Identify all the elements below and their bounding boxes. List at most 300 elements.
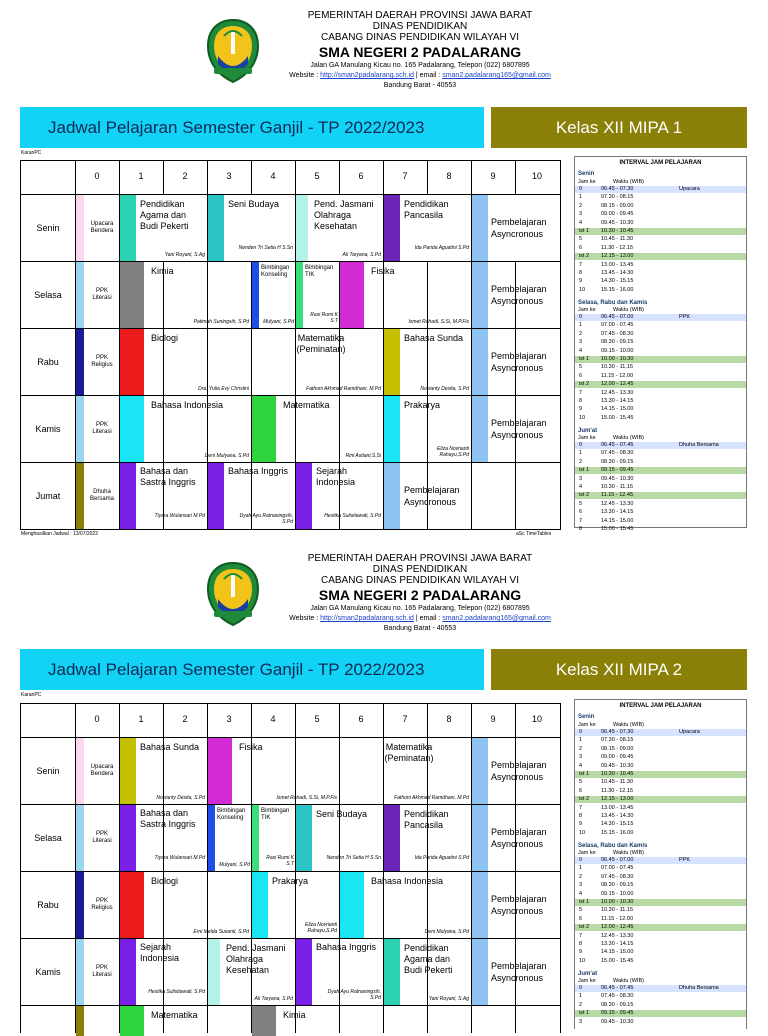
lesson-teacher: Ali Taryana, S.Pd (342, 252, 381, 258)
interval-jam: 0 (579, 314, 583, 320)
lesson-teacher: Erni Melda Susanti, S.Pd (193, 929, 249, 935)
interval-jam: 5 (579, 364, 583, 371)
interval-time: 13.00 - 13.45 (601, 804, 634, 811)
async-block[interactable] (472, 939, 560, 1005)
interval-time: 06.45 - 07.45 (601, 442, 634, 448)
lesson-subject: Bahasa Sunda (404, 333, 464, 343)
interval-jam: ist 1 (579, 899, 590, 905)
interval-time: 12.00 - 12.45 (601, 924, 634, 931)
lesson-subject: Upacara Bendera (90, 221, 114, 234)
interval-row (575, 245, 746, 252)
karanpc-label: KaranPC (21, 150, 42, 156)
col-8: 8 (446, 714, 452, 724)
interval-note: PPK (679, 314, 691, 320)
timetable-grid (20, 160, 561, 530)
lesson-subject: Bahasa Indonesia (371, 876, 444, 886)
interval-row (575, 771, 746, 778)
interval-jam: 5 (579, 907, 583, 914)
interval-time: 10.45 - 11.30 (601, 779, 634, 786)
interval-row (575, 779, 746, 786)
interval-time: 07.45 - 08.30 (601, 993, 634, 1000)
interval-jam: 7 (579, 932, 583, 939)
lesson-block[interactable] (76, 872, 119, 938)
lesson-block[interactable] (384, 939, 471, 1005)
interval-note: Dhuha Bersama (679, 985, 719, 991)
interval-row (575, 253, 746, 260)
lesson-block[interactable] (384, 329, 471, 395)
interval-jam: 9 (579, 949, 583, 956)
interval-time: 07.30 - 08.15 (601, 194, 634, 201)
interval-row (575, 322, 746, 329)
interval-time: 06.45 - 07.00 (601, 857, 634, 863)
lesson-teacher: Rasi Rumi K S.T (310, 312, 338, 324)
interval-jam: 6 (579, 372, 583, 379)
interval-time: 10.30 - 10.45 (601, 228, 634, 234)
col-10: 10 (531, 171, 542, 181)
interval-time: 06.45 - 07.00 (601, 314, 634, 320)
lesson-subject: Bahasa Sunda (140, 742, 200, 752)
col-0: 0 (94, 171, 100, 181)
interval-panel (574, 699, 747, 1029)
lesson-block[interactable] (76, 738, 119, 804)
lesson-block[interactable] (252, 872, 339, 938)
col-5: 5 (314, 714, 320, 724)
interval-time: 09.45 - 10.30 (601, 1018, 634, 1025)
school-address: Jalan GA Manulang Kicau no. 165 Padalarang, Telepon (022) 6807895 (310, 605, 530, 612)
header-line-1: PEMERINTAH DAERAH PROVINSI JAWA BARAT (307, 10, 533, 21)
interval-row (575, 1019, 746, 1026)
website-link[interactable]: http://sman2padalarang.sch.id (320, 72, 414, 79)
lesson-block[interactable] (76, 463, 119, 529)
interval-jam: 8 (579, 398, 583, 404)
interval-row (575, 754, 746, 761)
lesson-block[interactable] (252, 396, 383, 462)
lesson-teacher: Eliza Novrianti Rahayu,S.Pd (305, 922, 337, 934)
interval-row (575, 356, 746, 363)
interval-row (575, 415, 746, 422)
async-block[interactable] (472, 396, 560, 462)
lesson-subject: Upacara Bendera (90, 764, 114, 777)
interval-time: 14.15 - 15.00 (601, 517, 634, 524)
interval-time: 08.30 - 09.15 (601, 882, 634, 889)
lesson-block[interactable] (340, 738, 471, 804)
lesson-subject: Matematika (Peminatan) (384, 742, 434, 763)
interval-time: 13.30 - 14.15 (601, 509, 634, 516)
schedule-title: Jadwal Pelajaran Semester Ganjil - TP 2022/2023 (48, 660, 425, 679)
interval-time: 15.00 - 15.45 (601, 414, 634, 421)
lesson-subject: Seni Budaya (316, 809, 368, 819)
interval-jam: 7 (579, 261, 583, 268)
website-link[interactable]: http://sman2padalarang.sch.id (320, 615, 414, 622)
lesson-subject: Pendidikan Agama dan Budi Pekerti (140, 199, 189, 231)
header-line-3: CABANG DINAS PENDIDIKAN WILAYAH VI (320, 32, 519, 43)
interval-selasa-label: Selasa, Rabu dan Kamis (578, 300, 648, 306)
class-bar (491, 107, 747, 148)
interval-row (575, 796, 746, 803)
interval-row (575, 278, 746, 285)
interval-row (575, 314, 746, 321)
interval-time: 06.45 - 07.45 (601, 985, 634, 991)
lesson-block[interactable] (76, 195, 119, 261)
interval-jam: 1 (579, 865, 583, 872)
interval-jam: 2 (579, 330, 583, 337)
async-block[interactable] (384, 463, 515, 529)
lesson-teacher: Fathoni Akhmad Ramdhani, M.Pd (306, 386, 381, 392)
interval-time: 12.45 - 13.30 (601, 500, 634, 507)
lesson-block[interactable] (252, 1006, 383, 1036)
interval-row (575, 821, 746, 828)
interval-col-waktu: Waktu (WIB) (613, 179, 644, 185)
interval-jam: 4 (579, 347, 583, 354)
interval-jam: 5 (579, 779, 583, 786)
interval-time: 10.30 - 11.15 (601, 484, 634, 490)
lesson-teacher: Ismet Rahadi, S.Si, M.P.Fis (276, 795, 337, 801)
col-0: 0 (94, 714, 100, 724)
lesson-subject: Prakarya (404, 400, 441, 410)
interval-row (575, 459, 746, 466)
async-label: Pembelajaran Asyncronous (491, 351, 547, 373)
interval-time: 09.45 - 10.30 (601, 219, 634, 226)
interval-col-jam: Jam ke (578, 850, 596, 856)
col-7: 7 (402, 714, 408, 724)
interval-jam: ist 2 (579, 796, 590, 803)
lesson-teacher: Yani Royani, S.Ag (164, 252, 205, 258)
lesson-block[interactable] (384, 396, 471, 462)
interval-col-jam: Jam ke (578, 978, 596, 984)
col-1: 1 (138, 714, 144, 724)
interval-row (575, 220, 746, 227)
col-6: 6 (358, 714, 364, 724)
interval-row (575, 364, 746, 371)
lesson-block[interactable] (296, 805, 383, 871)
header-line-2: DINAS PENDIDIKAN (372, 21, 468, 32)
lesson-subject: Biologi (151, 333, 179, 343)
lesson-block[interactable] (120, 195, 207, 261)
interval-time: 12.15 - 13.00 (601, 253, 634, 260)
interval-jam: ist 2 (579, 381, 590, 388)
interval-time: 13.30 - 14.15 (601, 398, 634, 404)
lesson-block[interactable] (76, 939, 119, 1005)
lesson-block[interactable] (120, 262, 251, 328)
interval-time: 15.15 - 16.00 (601, 286, 634, 293)
lesson-subject: Pendidikan Pancasila (404, 809, 449, 830)
interval-jam: 4 (579, 484, 583, 490)
interval-row (575, 476, 746, 483)
lesson-block[interactable] (384, 195, 471, 261)
interval-time: 14.15 - 15.00 (601, 406, 634, 413)
col-10: 10 (531, 714, 542, 724)
interval-time: 09.15 - 10.00 (601, 890, 634, 897)
interval-col-waktu: Waktu (WIB) (613, 435, 644, 441)
interval-col-waktu: Waktu (WIB) (613, 978, 644, 984)
day-kamis: Kamis (35, 424, 61, 434)
lesson-block[interactable] (120, 872, 251, 938)
interval-row (575, 924, 746, 931)
lesson-block[interactable] (208, 195, 295, 261)
interval-jam: 2 (579, 1001, 583, 1008)
interval-jam: ist 2 (579, 924, 590, 931)
interval-time: 12.15 - 13.00 (601, 796, 634, 803)
interval-time: 09.00 - 09.45 (601, 754, 634, 761)
interval-time: 13.00 - 13.45 (601, 261, 634, 268)
async-label: Pembelajaran Asyncronous (491, 418, 547, 440)
interval-row (575, 509, 746, 516)
interval-jam: 3 (579, 211, 583, 218)
async-label: Pembelajaran Asyncronous (491, 217, 547, 239)
interval-note: Upacara (679, 186, 700, 192)
day-selasa: Selasa (34, 833, 62, 843)
lesson-teacher: Patimah Suningsih, S.Pd (193, 319, 249, 325)
interval-time: 10.00 - 10.30 (601, 356, 634, 362)
interval-jam: 2 (579, 458, 583, 465)
interval-jam: 10 (579, 414, 586, 421)
interval-row (575, 287, 746, 294)
lesson-teacher: Ida Parida Aguatini S.Pd (414, 245, 469, 251)
generator-name: aSc TimeTables (516, 531, 552, 537)
interval-jam: 8 (579, 270, 583, 276)
interval-jam: ist 1 (579, 356, 590, 362)
lesson-block[interactable] (76, 262, 119, 328)
async-label: Pembelajaran Asyncronous (404, 485, 460, 507)
interval-jam: 10 (579, 829, 586, 836)
interval-row (575, 941, 746, 948)
header-line-1: PEMERINTAH DAERAH PROVINSI JAWA BARAT (307, 553, 533, 564)
lesson-teacher: Dyah Ayu Ratnaningsih, S.Pd (239, 513, 293, 525)
interval-time: 09.15 - 09.45 (601, 1010, 634, 1017)
lesson-block[interactable] (76, 329, 119, 395)
school-name: SMA NEGERI 2 PADALARANG (318, 587, 522, 603)
interval-jam: 6 (579, 787, 583, 794)
interval-time: 13.45 - 14.30 (601, 270, 634, 276)
lesson-block[interactable] (296, 463, 383, 529)
interval-jam: ist 2 (579, 253, 590, 260)
lesson-teacher: Yani Royani, S.Ag (428, 996, 469, 1002)
interval-time: 07.30 - 08.15 (601, 737, 634, 744)
interval-row (575, 194, 746, 201)
lesson-block[interactable] (208, 939, 295, 1005)
interval-jam: ist 1 (579, 467, 590, 474)
interval-jam: 9 (579, 278, 583, 285)
interval-row (575, 331, 746, 338)
async-block[interactable] (472, 738, 560, 804)
interval-jumat-label: Jum'at (578, 428, 598, 434)
interval-time: 09.15 - 09.45 (601, 467, 634, 474)
lesson-block[interactable] (252, 329, 383, 395)
lesson-block[interactable] (76, 1006, 119, 1036)
interval-time: 09.45 - 10.30 (601, 475, 634, 482)
schedule-title-bar (20, 107, 484, 148)
lesson-block[interactable] (296, 262, 339, 328)
interval-row (575, 763, 746, 770)
interval-jam: 7 (579, 389, 583, 396)
lesson-block[interactable] (208, 463, 295, 529)
async-block[interactable] (472, 329, 560, 395)
interval-row (575, 186, 746, 193)
interval-time: 06.45 - 07.30 (601, 186, 634, 192)
lesson-subject: Matematika (Peminatan) (296, 333, 346, 354)
lesson-teacher: Rasi Rumi K S.T (266, 855, 294, 867)
lesson-block[interactable] (120, 939, 207, 1005)
async-block[interactable] (472, 872, 560, 938)
interval-row (575, 891, 746, 898)
schedule-title: Jadwal Pelajaran Semester Ganjil - TP 2022/2023 (48, 118, 425, 137)
col-2: 2 (182, 171, 188, 181)
interval-time: 14.30 - 15.15 (601, 278, 634, 285)
interval-row (575, 949, 746, 956)
lesson-block[interactable] (120, 463, 207, 529)
lesson-subject: Kimia (151, 266, 174, 276)
interval-row (575, 899, 746, 906)
timetable-grid (20, 703, 561, 1033)
lesson-block[interactable] (120, 329, 251, 395)
lesson-subject: Kimia (283, 1010, 306, 1020)
lesson-teacher: Novianty Desita, S.Pd (420, 386, 469, 392)
lesson-teacher: Dyah Ayu Ratnaningsih, S.Pd (327, 989, 381, 1001)
lesson-block[interactable] (296, 939, 383, 1005)
interval-row (575, 813, 746, 820)
lesson-block[interactable] (76, 805, 119, 871)
interval-row (575, 907, 746, 914)
lesson-subject: PPK Literasi (92, 965, 112, 978)
interval-jam: 6 (579, 509, 583, 516)
interval-col-waktu: Waktu (WIB) (613, 307, 644, 313)
interval-row (575, 882, 746, 889)
header-line-2: DINAS PENDIDIKAN (372, 564, 468, 575)
interval-jam: ist 2 (579, 492, 590, 499)
email-link[interactable]: sman2.padalarang165@gmail.com (442, 615, 551, 622)
async-block[interactable] (472, 262, 560, 328)
interval-row (575, 484, 746, 491)
interval-row (575, 526, 746, 533)
interval-jam: 4 (579, 762, 583, 769)
lesson-subject: Matematika (283, 400, 330, 410)
interval-time: 13.30 - 14.15 (601, 941, 634, 947)
lesson-block[interactable] (120, 396, 251, 462)
email-link[interactable]: sman2.padalarang165@gmail.com (442, 72, 551, 79)
interval-jam: 2 (579, 873, 583, 880)
lesson-subject: Biologi (151, 876, 179, 886)
interval-time: 11.15 - 12.00 (601, 915, 634, 922)
day-kamis: Kamis (35, 967, 61, 977)
lesson-block[interactable] (384, 805, 471, 871)
interval-time: 11.15 - 12.45 (601, 492, 634, 499)
interval-jam: 3 (579, 339, 583, 346)
day-selasa: Selasa (34, 290, 62, 300)
interval-row (575, 203, 746, 210)
interval-jam: 9 (579, 821, 583, 828)
interval-row (575, 933, 746, 940)
interval-row (575, 211, 746, 218)
interval-time: 10.00 - 10.30 (601, 899, 634, 905)
lesson-block[interactable] (252, 805, 295, 871)
lesson-teacher: Hestika Sulistiawati, S.Pd (324, 513, 381, 519)
interval-col-jam: Jam ke (578, 435, 596, 441)
interval-time: 08.30 - 09.15 (601, 458, 634, 465)
interval-jumat-label: Jum'at (578, 971, 598, 977)
lesson-teacher: Deni Mulyana, S.Pd (204, 453, 249, 459)
lesson-block[interactable] (296, 195, 383, 261)
interval-row (575, 492, 746, 499)
interval-row (575, 398, 746, 405)
interval-jam: 1 (579, 737, 583, 744)
col-3: 3 (226, 171, 232, 181)
async-label: Pembelajaran Asyncronous (491, 284, 547, 306)
interval-time: 07.45 - 08.30 (601, 330, 634, 337)
school-address: Jalan GA Manulang Kicau no. 165 Padalarang, Telepon (022) 6807895 (310, 62, 530, 69)
lesson-subject: Sejarah Indonesia (140, 942, 180, 963)
interval-jam: 9 (579, 406, 583, 413)
interval-row (575, 805, 746, 812)
day-senin: Senin (36, 223, 60, 233)
interval-time: 10.30 - 11.15 (601, 907, 634, 914)
lesson-subject: PPK Literasi (92, 831, 112, 844)
interval-selasa-label: Selasa, Rabu dan Kamis (578, 843, 648, 849)
interval-row (575, 339, 746, 346)
async-block[interactable] (472, 195, 560, 261)
letterhead (0, 543, 768, 638)
lesson-teacher: Eliza Novrianti Rahayu,S.Pd (437, 446, 469, 458)
interval-row (575, 993, 746, 1000)
interval-time: 14.15 - 15.00 (601, 949, 634, 956)
lesson-block[interactable] (120, 738, 207, 804)
lesson-subject: PPK Religius (91, 898, 113, 911)
karanpc-label: KaranPC (21, 692, 42, 698)
lesson-block[interactable] (252, 262, 295, 328)
col-4: 4 (270, 171, 276, 181)
interval-jam: 8 (579, 941, 583, 947)
interval-time: 12.00 - 12.45 (601, 381, 634, 388)
interval-time: 11.15 - 12.00 (601, 372, 634, 379)
lesson-teacher: Tiyara Wulansari M.Pd (154, 855, 205, 861)
interval-time: 14.30 - 15.15 (601, 821, 634, 828)
school-name: SMA NEGERI 2 PADALARANG (318, 44, 522, 60)
interval-time: 08.15 - 09.00 (601, 202, 634, 209)
interval-row (575, 381, 746, 388)
interval-time: 07.45 - 08.30 (601, 450, 634, 457)
lesson-block[interactable] (340, 262, 471, 328)
lesson-subject: PPK Religius (91, 355, 113, 368)
interval-time: 11.30 - 12.15 (601, 244, 634, 251)
interval-row (575, 236, 746, 243)
interval-row (575, 467, 746, 474)
lesson-subject: Fisika (371, 266, 395, 276)
lesson-block[interactable] (340, 872, 471, 938)
day-senin: Senin (36, 766, 60, 776)
interval-row (575, 865, 746, 872)
col-9: 9 (490, 714, 496, 724)
lesson-block[interactable] (120, 805, 207, 871)
interval-jam: 3 (579, 1018, 583, 1025)
interval-row (575, 228, 746, 235)
lesson-teacher: Hestika Sulistiawati, S.Pd (148, 989, 205, 995)
async-block[interactable] (472, 805, 560, 871)
interval-row (575, 518, 746, 525)
interval-row (575, 737, 746, 744)
async-label: Pembelajaran Asyncronous (491, 760, 547, 782)
lesson-block[interactable] (76, 396, 119, 462)
lesson-subject: Bahasa dan Sastra Inggris (140, 466, 196, 487)
interval-jam: 1 (579, 322, 583, 329)
lesson-block[interactable] (208, 805, 251, 871)
day-jumat: Jumat (35, 491, 61, 501)
async-label: Pembelajaran Asyncronous (491, 961, 547, 983)
lesson-subject: PPK Literasi (92, 288, 112, 301)
lesson-block[interactable] (120, 1006, 251, 1036)
lesson-subject: PPK Literasi (92, 422, 112, 435)
interval-jam: 0 (579, 857, 583, 863)
interval-row (575, 830, 746, 837)
lesson-block[interactable] (208, 738, 339, 804)
